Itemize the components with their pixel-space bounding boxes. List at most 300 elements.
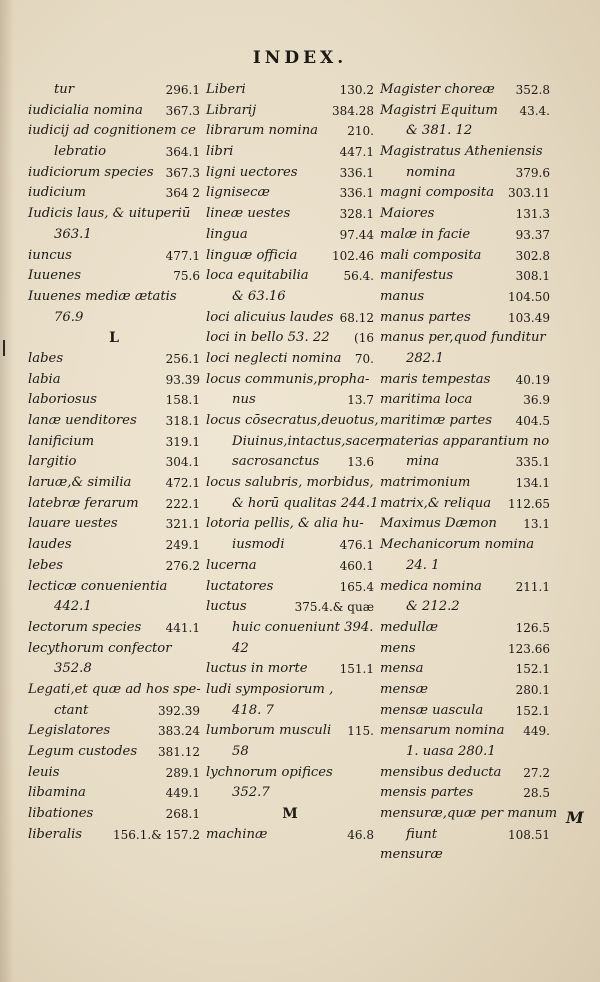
entry-reference: 256.1 bbox=[165, 351, 200, 366]
index-entry bbox=[380, 121, 550, 142]
entry-term: laudes bbox=[28, 537, 72, 553]
entry-reference: 404.5 bbox=[515, 414, 550, 428]
index-entry bbox=[380, 328, 550, 349]
margin-section-letter: M bbox=[566, 808, 584, 827]
entry-term: mens bbox=[380, 640, 416, 656]
entry-term: iusmodi bbox=[232, 537, 285, 553]
entry-term: ctant bbox=[54, 702, 89, 718]
index-entry bbox=[206, 287, 374, 308]
entry-term: iuncus bbox=[28, 247, 72, 263]
entry-term: mensæ uascula bbox=[380, 702, 484, 718]
entry-term: medullæ bbox=[380, 619, 439, 635]
entry-reference: 319.1 bbox=[165, 434, 200, 449]
index-entry bbox=[380, 763, 550, 784]
index-entry bbox=[206, 494, 379, 515]
section-letter: L bbox=[109, 330, 119, 347]
entry-term: laruæ,& similia bbox=[28, 475, 132, 491]
entry-reference: 268.1 bbox=[165, 807, 200, 822]
entry-reference: 134.1 bbox=[515, 476, 550, 491]
index-entry bbox=[28, 701, 200, 722]
entry-reference: 151.1 bbox=[339, 662, 374, 677]
entry-reference: 384.28 bbox=[332, 103, 374, 118]
entry-term: loci neglecti nomina bbox=[206, 350, 342, 366]
entry-reference: 304.1 bbox=[165, 455, 200, 470]
entry-term: ligni uectores bbox=[206, 164, 298, 180]
entry-term: lumborum musculi bbox=[206, 723, 332, 739]
index-entry bbox=[28, 121, 200, 142]
index-entry bbox=[380, 556, 550, 577]
entry-reference: 130.2 bbox=[339, 83, 374, 97]
index-entry bbox=[206, 452, 374, 473]
entry-reference: 335.1 bbox=[515, 455, 550, 470]
entry-reference: 97.44 bbox=[339, 227, 374, 242]
entry-term: lotoria pellis, & alia hu- bbox=[206, 516, 364, 532]
index-entry bbox=[206, 246, 374, 267]
entry-term: lecticæ conuenientia bbox=[28, 578, 168, 594]
index-entry bbox=[28, 163, 200, 184]
entry-reference: 126.5 bbox=[515, 620, 550, 635]
index-entry bbox=[28, 370, 200, 391]
entry-term: 363.1 bbox=[54, 226, 92, 242]
entry-term: latebræ ferarum bbox=[28, 495, 139, 511]
entry-reference: 302.8 bbox=[515, 248, 550, 263]
entry-term: locus communis,propha- bbox=[206, 371, 370, 387]
entry-term: luctatores bbox=[206, 578, 274, 594]
entry-reference: 36.9 bbox=[523, 393, 550, 408]
entry-term: matrimonium bbox=[380, 475, 471, 491]
index-entry bbox=[206, 556, 374, 577]
entry-term: Legati,et quæ ad hos spe- bbox=[28, 681, 201, 697]
index-entry bbox=[380, 639, 550, 660]
index-entry bbox=[28, 804, 200, 825]
entry-term: lebes bbox=[28, 557, 64, 573]
index-entry bbox=[380, 825, 550, 846]
index-entry bbox=[28, 266, 200, 287]
entry-term: lebratio bbox=[54, 144, 107, 160]
entry-reference: 276.2 bbox=[165, 558, 200, 573]
entry-reference: 441.1 bbox=[165, 620, 200, 635]
index-entry bbox=[28, 680, 200, 701]
entry-term: libationes bbox=[28, 806, 94, 822]
index-entry bbox=[380, 183, 550, 204]
index-entry bbox=[206, 639, 374, 660]
index-entry bbox=[28, 452, 200, 473]
entry-term: Legislatores bbox=[28, 723, 111, 739]
index-entry bbox=[380, 742, 550, 763]
index-entry bbox=[380, 597, 550, 618]
entry-term: Maiores bbox=[380, 206, 435, 222]
index-entry bbox=[28, 473, 200, 494]
index-entry bbox=[28, 742, 200, 763]
entry-reference: 28.5 bbox=[523, 786, 550, 801]
entry-term: malæ in facie bbox=[380, 226, 471, 242]
entry-reference: 318.1 bbox=[165, 414, 200, 428]
index-entry bbox=[206, 783, 374, 804]
index-entry bbox=[380, 370, 550, 391]
entry-term: Magister choreæ bbox=[380, 82, 495, 97]
entry-reference: 56.4. bbox=[343, 269, 374, 284]
index-entry bbox=[206, 577, 374, 598]
entry-term: 1. uasa 280.1 bbox=[406, 744, 496, 759]
entry-reference: 13.1 bbox=[523, 517, 550, 532]
index-entry bbox=[28, 721, 200, 742]
index-entry bbox=[206, 328, 374, 349]
index-entry bbox=[380, 163, 550, 184]
index-column-1 bbox=[28, 80, 200, 845]
entry-term: Diuinus,intactus,sacer, bbox=[232, 433, 385, 449]
index-entry bbox=[206, 432, 385, 453]
entry-reference: 152.1 bbox=[515, 703, 550, 718]
entry-term: 352.7 bbox=[232, 785, 270, 801]
index-entry bbox=[380, 287, 550, 308]
entry-term: labes bbox=[28, 350, 64, 366]
entry-term: lecythorum confector bbox=[28, 640, 172, 656]
index-entry bbox=[206, 763, 374, 784]
index-entry bbox=[206, 370, 374, 391]
entry-term: Iuuenes mediæ ætatis bbox=[28, 288, 177, 304]
index-entry bbox=[28, 349, 200, 370]
index-entry bbox=[380, 101, 550, 122]
entry-term: & 212.2 bbox=[406, 599, 460, 615]
entry-term: ludi symposiorum , bbox=[206, 681, 334, 697]
index-entry bbox=[28, 577, 200, 598]
index-entry bbox=[380, 390, 550, 411]
entry-reference: 13.6 bbox=[347, 455, 374, 470]
index-entry bbox=[380, 452, 550, 473]
entry-term: lucerna bbox=[206, 557, 257, 573]
index-entry bbox=[206, 825, 374, 846]
index-entry bbox=[206, 411, 379, 432]
entry-reference: 472.1 bbox=[165, 476, 200, 491]
entry-reference: 296.1 bbox=[165, 83, 200, 97]
entry-reference: 103.49 bbox=[508, 310, 550, 325]
entry-term: Librarij bbox=[206, 102, 257, 118]
index-entry bbox=[206, 101, 374, 122]
entry-term: mensarum nomina bbox=[380, 723, 505, 739]
entry-reference: 27.2 bbox=[523, 765, 550, 780]
index-entry bbox=[380, 535, 550, 556]
entry-term: lingua bbox=[206, 226, 248, 242]
index-entry bbox=[28, 783, 200, 804]
entry-term: loci alicuius laudes bbox=[206, 309, 334, 325]
entry-term: iudicialia nomina bbox=[28, 102, 143, 118]
entry-term: tur bbox=[54, 82, 75, 97]
page-header: INDEX. bbox=[252, 48, 348, 68]
entry-reference: 68.12 bbox=[339, 310, 374, 325]
index-entry bbox=[206, 142, 374, 163]
index-entry bbox=[28, 535, 200, 556]
entry-term: Magistratus Atheniensis bbox=[380, 144, 543, 160]
entry-reference: 375.4.& quæ bbox=[294, 600, 374, 615]
entry-reference: 165.4 bbox=[339, 579, 374, 594]
entry-term: machinæ bbox=[206, 826, 268, 842]
entry-term: manus per,quod funditur bbox=[380, 330, 546, 346]
entry-term: nomina bbox=[406, 164, 456, 180]
index-entry bbox=[28, 183, 200, 204]
entry-reference: 70. bbox=[354, 351, 374, 366]
entry-term: liberalis bbox=[28, 826, 83, 842]
entry-reference: 93.37 bbox=[515, 227, 550, 242]
index-entry bbox=[206, 183, 374, 204]
index-entry bbox=[28, 432, 200, 453]
index-entry bbox=[380, 680, 550, 701]
entry-term: Iuuenes bbox=[28, 268, 82, 284]
entry-term: iudicium bbox=[28, 185, 86, 201]
index-entry bbox=[380, 845, 550, 866]
entry-term: mensa bbox=[380, 661, 424, 677]
entry-reference: 210. bbox=[347, 124, 374, 139]
entry-reference: 43.4. bbox=[519, 103, 550, 118]
entry-term: huic conueniunt 394. bbox=[232, 619, 374, 635]
entry-term: Magistri Equitum bbox=[380, 102, 498, 118]
entry-term: magni composita bbox=[380, 185, 495, 201]
index-entry bbox=[28, 825, 200, 846]
entry-term: 418. 7 bbox=[232, 702, 274, 718]
index-entry bbox=[28, 142, 200, 163]
entry-term: loci in bello 53. 22 bbox=[206, 330, 330, 346]
entry-term: mina bbox=[406, 454, 440, 470]
entry-term: mali composita bbox=[380, 247, 482, 263]
index-entry bbox=[380, 659, 550, 680]
entry-term: 352.8 bbox=[54, 661, 92, 677]
entry-reference: 289.1 bbox=[165, 765, 200, 780]
index-entry bbox=[206, 742, 374, 763]
entry-term: lanæ uenditores bbox=[28, 413, 137, 428]
index-entry bbox=[380, 349, 550, 370]
index-entry bbox=[206, 514, 374, 535]
margin-mark bbox=[3, 340, 5, 356]
entry-term: locus salubris, morbidus, bbox=[206, 475, 374, 491]
index-entry bbox=[380, 804, 558, 825]
index-entry bbox=[380, 80, 550, 101]
index-entry bbox=[380, 266, 550, 287]
entry-term: lignisecæ bbox=[206, 185, 270, 201]
entry-reference: 108.51 bbox=[508, 827, 550, 842]
entry-reference: 381.12 bbox=[158, 745, 200, 759]
index-entry bbox=[28, 763, 200, 784]
entry-term: Iudicis laus, & uituperiū bbox=[28, 206, 191, 222]
entry-term: luctus bbox=[206, 599, 247, 615]
index-entry bbox=[206, 204, 374, 225]
entry-reference: 158.1 bbox=[165, 393, 200, 408]
entry-term: Mechanicorum nomina bbox=[380, 537, 535, 553]
index-entry bbox=[28, 639, 200, 660]
entry-term: labia bbox=[28, 371, 61, 387]
entry-term: librarum nomina bbox=[206, 123, 319, 139]
entry-term: leuis bbox=[28, 764, 60, 780]
entry-reference: 383.24 bbox=[158, 724, 200, 739]
entry-term: lectorum species bbox=[28, 619, 142, 635]
index-entry bbox=[206, 659, 374, 680]
index-column-2 bbox=[206, 80, 385, 845]
entry-reference: 477.1 bbox=[165, 248, 200, 263]
entry-term: nus bbox=[232, 392, 256, 408]
entry-term: manus bbox=[380, 288, 425, 304]
entry-term: & 381. 12 bbox=[406, 123, 473, 139]
index-entry bbox=[206, 390, 374, 411]
section-letter: M bbox=[282, 806, 298, 823]
index-entry bbox=[28, 225, 200, 246]
index-entry bbox=[28, 287, 200, 308]
entry-reference: 131.3 bbox=[515, 207, 550, 222]
index-entry bbox=[28, 308, 200, 329]
index-entry bbox=[28, 659, 200, 680]
entry-term: 58 bbox=[232, 744, 249, 759]
index-entry bbox=[380, 783, 550, 804]
entry-reference: 93.39 bbox=[165, 372, 200, 387]
entry-term: maritima loca bbox=[380, 392, 473, 408]
entry-term: maris tempestas bbox=[380, 371, 491, 387]
entry-reference: 336.1 bbox=[339, 186, 374, 201]
entry-term: mensibus deducta bbox=[380, 764, 502, 780]
index-entry bbox=[28, 556, 200, 577]
entry-reference: 364.1 bbox=[165, 145, 200, 160]
index-entry bbox=[28, 514, 200, 535]
index-entry bbox=[206, 618, 374, 639]
entry-reference: 336.1 bbox=[339, 165, 374, 180]
entry-reference: 460.1 bbox=[339, 558, 374, 573]
entry-term: lychnorum opifices bbox=[206, 764, 333, 780]
index-entry bbox=[206, 701, 374, 722]
index-entry bbox=[28, 390, 200, 411]
entry-term: lineæ uestes bbox=[206, 206, 291, 222]
index-entry bbox=[28, 101, 200, 122]
index-entry bbox=[206, 308, 374, 329]
entry-reference: 328.1 bbox=[339, 207, 374, 222]
index-column-3 bbox=[380, 80, 558, 866]
entry-term: 282.1 bbox=[406, 350, 444, 366]
entry-term: mensis partes bbox=[380, 785, 474, 801]
entry-term: laboriosus bbox=[28, 392, 97, 408]
entry-reference: 112.65 bbox=[508, 496, 550, 511]
entry-term: iudiciorum species bbox=[28, 164, 154, 180]
index-entry bbox=[206, 163, 374, 184]
entry-reference: 40.19 bbox=[515, 372, 550, 387]
entry-reference: 449.1 bbox=[165, 786, 200, 801]
entry-reference: 476.1 bbox=[339, 538, 374, 553]
index-entry bbox=[206, 473, 374, 494]
index-entry bbox=[28, 597, 200, 618]
entry-reference: 115. bbox=[347, 724, 374, 739]
page-edge-shadow bbox=[0, 0, 14, 982]
entry-reference: 367.3 bbox=[165, 165, 200, 180]
entry-term: 42 bbox=[232, 640, 249, 656]
entry-term: mensuræ bbox=[380, 847, 443, 863]
entry-term: 76.9 bbox=[54, 309, 84, 325]
entry-reference: 303.11 bbox=[508, 186, 550, 201]
entry-reference: 46.8 bbox=[347, 827, 374, 842]
entry-term: manifestus bbox=[380, 268, 454, 284]
entry-term: medica nomina bbox=[380, 578, 482, 594]
entry-term: lauare uestes bbox=[28, 516, 118, 532]
entry-term: & 63.16 bbox=[232, 288, 286, 304]
entry-term: libamina bbox=[28, 785, 86, 801]
entry-term: luctus in morte bbox=[206, 661, 308, 677]
entry-term: mensuræ,quæ per manum bbox=[380, 806, 558, 822]
entry-term: & horū qualitas 244.1 bbox=[232, 495, 379, 511]
entry-term: locus cōsecratus,deuotus, bbox=[206, 413, 379, 428]
index-entry bbox=[28, 204, 200, 225]
entry-reference: (16 bbox=[354, 331, 374, 346]
entry-reference: 449. bbox=[523, 724, 550, 739]
index-entry bbox=[380, 142, 550, 163]
index-entry bbox=[380, 225, 550, 246]
index-entry bbox=[380, 577, 550, 598]
index-entry bbox=[380, 494, 550, 515]
entry-reference: 75.6 bbox=[173, 269, 200, 284]
entry-reference: 156.1.& 157.2 bbox=[112, 827, 200, 842]
entry-reference: 447.1 bbox=[339, 145, 374, 160]
entry-term: lanificium bbox=[28, 433, 95, 449]
index-entry bbox=[380, 473, 550, 494]
entry-term: 442.1 bbox=[54, 599, 92, 615]
index-entry bbox=[206, 535, 374, 556]
index-entry bbox=[206, 597, 374, 618]
entry-term: largitio bbox=[28, 454, 77, 470]
entry-reference: 13.7 bbox=[347, 393, 374, 408]
index-entry bbox=[380, 411, 550, 432]
entry-term: sacrosanctus bbox=[232, 454, 320, 470]
entry-reference: 280.1 bbox=[515, 682, 550, 697]
entry-reference: 123.66 bbox=[508, 641, 550, 656]
entry-term: Legum custodes bbox=[28, 744, 138, 759]
entry-reference: 102.46 bbox=[332, 248, 374, 263]
entry-term: matrix,& reliqua bbox=[380, 495, 492, 511]
entry-term: linguæ officia bbox=[206, 247, 298, 263]
entry-reference: 392.39 bbox=[158, 703, 200, 718]
entry-term: maritimæ partes bbox=[380, 413, 492, 428]
entry-term: libri bbox=[206, 144, 234, 160]
entry-term: Liberi bbox=[206, 82, 246, 97]
index-entry bbox=[206, 121, 374, 142]
index-entry bbox=[380, 246, 550, 267]
index-entry bbox=[206, 80, 374, 101]
index-entry bbox=[28, 411, 200, 432]
entry-term: iudicij ad cognitionem ce bbox=[28, 123, 196, 139]
entry-reference: 222.1 bbox=[165, 496, 200, 511]
entry-reference: 364 2 bbox=[165, 186, 200, 201]
entry-term: materias apparantium no bbox=[380, 433, 550, 449]
index-entry bbox=[380, 618, 550, 639]
entry-reference: 249.1 bbox=[165, 538, 200, 553]
index-entry bbox=[380, 308, 550, 329]
index-entry bbox=[28, 246, 200, 267]
index-entry bbox=[206, 266, 374, 287]
entry-reference: 379.6 bbox=[515, 165, 550, 180]
index-entry bbox=[380, 514, 550, 535]
index-entry bbox=[380, 432, 550, 453]
entry-reference: 104.50 bbox=[508, 289, 550, 304]
index-entry bbox=[206, 225, 374, 246]
entry-term: Maximus Dæmon bbox=[380, 516, 497, 532]
index-entry bbox=[28, 80, 200, 101]
entry-term: mensæ bbox=[380, 681, 428, 697]
entry-reference: 308.1 bbox=[515, 269, 550, 284]
index-entry bbox=[206, 680, 374, 701]
entry-reference: 152.1 bbox=[515, 662, 550, 677]
index-entry bbox=[380, 721, 550, 742]
index-entry bbox=[206, 349, 374, 370]
entry-term: manus partes bbox=[380, 309, 471, 325]
index-entry bbox=[206, 721, 374, 742]
entry-term: fiunt bbox=[406, 826, 438, 842]
entry-reference: 367.3 bbox=[165, 103, 200, 118]
entry-term: 24. 1 bbox=[406, 557, 440, 573]
entry-reference: 352.8 bbox=[515, 83, 550, 97]
index-entry bbox=[28, 618, 200, 639]
entry-reference: 321.1 bbox=[165, 517, 200, 532]
index-entry bbox=[380, 204, 550, 225]
